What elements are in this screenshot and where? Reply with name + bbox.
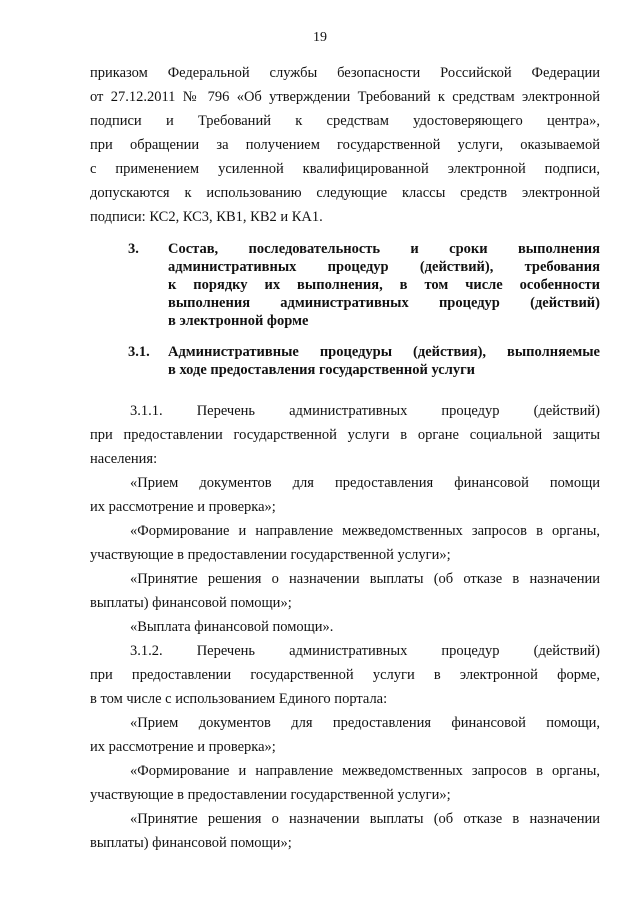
p312-line: в том числе с использованием Единого портала: xyxy=(90,691,388,707)
list-item: «Формирование и направление межведомственных запросов в органы, xyxy=(130,763,600,779)
intro-line: допускаются к использованию следующие классы средств электронной xyxy=(90,185,600,201)
section-3-heading-line: к порядку их выполнения, в том числе особенности xyxy=(168,277,600,293)
list-item: «Формирование и направление межведомственных запросов в органы, xyxy=(130,523,600,539)
section-3-number: 3. xyxy=(128,241,139,257)
section-3-1-number: 3.1. xyxy=(128,344,150,360)
intro-line: от 27.12.2011 № 796 «Об утверждении Требований к средствам электронной xyxy=(90,89,600,105)
page-number: 19 xyxy=(313,30,327,45)
p311-line: населения: xyxy=(90,451,158,467)
section-3-1-heading-line: в ходе предоставления государственной услуги xyxy=(168,362,476,378)
list-item-continuation: участвующие в предоставлении государственной услуги»; xyxy=(90,787,451,803)
section-3-1-heading-line: Административные процедуры (действия), выполняемые xyxy=(168,344,600,360)
list-item: «Прием документов для предоставления финансовой помощи xyxy=(130,475,600,491)
p311-line: 3.1.1. Перечень административных процедур (действий) xyxy=(130,403,600,419)
p311-line: при предоставлении государственной услуги в органе социальной защиты xyxy=(90,427,600,443)
list-item-continuation: участвующие в предоставлении государственной услуги»; xyxy=(90,547,451,563)
section-3-heading-line: в электронной форме xyxy=(168,313,309,329)
list-item: «Выплата финансовой помощи». xyxy=(130,619,334,635)
section-3-heading-line: выполнения административных процедур (действий) xyxy=(168,295,600,311)
intro-line: подписи и Требований к средствам удостоверяющего центра», xyxy=(90,113,600,129)
intro-line: с применением усиленной квалифицированной электронной подписи, xyxy=(90,161,600,177)
list-item-continuation: их рассмотрение и проверка»; xyxy=(90,499,276,515)
p312-line: 3.1.2. Перечень административных процедур (действий) xyxy=(130,643,600,659)
list-item-continuation: выплаты) финансовой помощи»; xyxy=(90,835,292,851)
list-item-continuation: выплаты) финансовой помощи»; xyxy=(90,595,292,611)
list-item: «Принятие решения о назначении выплаты (об отказе в назначении xyxy=(130,571,600,587)
section-3-heading-line: административных процедур (действий), требования xyxy=(168,259,600,275)
list-item-continuation: их рассмотрение и проверка»; xyxy=(90,739,276,755)
intro-line: приказом Федеральной службы безопасности Российской Федерации xyxy=(90,65,600,81)
intro-line: подписи: КС2, КС3, КВ1, КВ2 и КА1. xyxy=(90,209,323,225)
section-3-heading-line: Состав, последовательность и сроки выполнения xyxy=(168,241,600,257)
p312-line: при предоставлении государственной услуги в электронной форме, xyxy=(90,667,600,683)
list-item: «Прием документов для предоставления финансовой помощи, xyxy=(130,715,600,731)
list-item: «Принятие решения о назначении выплаты (об отказе в назначении xyxy=(130,811,600,827)
intro-line: при обращении за получением государственной услуги, оказываемой xyxy=(90,137,600,153)
